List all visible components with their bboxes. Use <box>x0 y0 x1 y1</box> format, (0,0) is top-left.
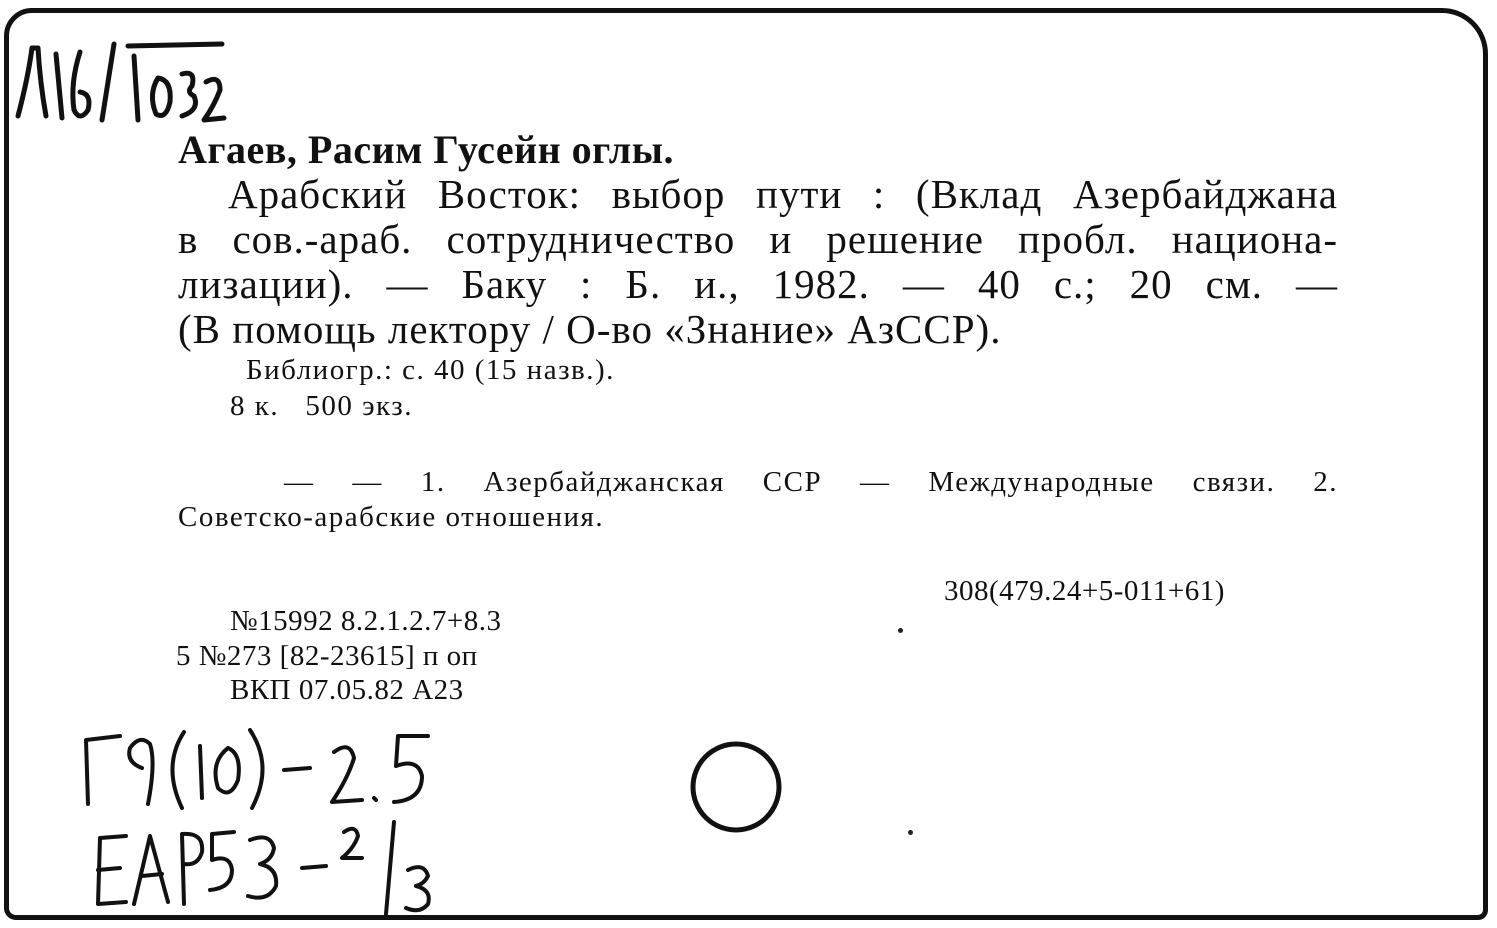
author-heading: Агаев, Расим Гусейн оглы. <box>178 127 674 172</box>
catalog-line-2: 5 №273 [82-23615] п оп <box>176 640 478 672</box>
handwritten-shelf-code-2 <box>90 818 470 923</box>
price-copies: 8 к. 500 экз. <box>230 390 413 422</box>
subject-headings-line-2: Советско-арабские отношения. <box>178 501 605 533</box>
catalog-line-3: ВКП 07.05.82 А23 <box>230 674 464 706</box>
handwritten-top-code <box>10 28 230 133</box>
title-line-2: в сов.-араб. сотрудничество и решение пробл. национа- <box>178 216 1338 262</box>
subject-headings-line-1: — — 1. Азербайджанская ССР — Международные связи. 2. <box>284 466 1338 498</box>
handwritten-shelf-code-1 <box>78 722 478 817</box>
bibliography-note: Библиогр.: с. 40 (15 назв.). <box>246 354 615 386</box>
stray-dot <box>908 830 913 835</box>
catalog-line-1: №15992 8.2.1.2.7+8.3 <box>230 605 502 637</box>
udc-code: 308(479.24+5-011+61) <box>944 575 1225 607</box>
stray-dot <box>898 628 903 633</box>
title-line-4: (В помощь лектору / О-во «Знание» АзССР). <box>178 306 1002 352</box>
punch-hole-circle <box>688 738 788 843</box>
title-line-1: Арабский Восток: выбор пути : (Вклад Азербайджана <box>228 171 1338 217</box>
title-line-3: лизации). — Баку : Б. и., 1982. — 40 с.; 20 см. — <box>178 261 1338 307</box>
